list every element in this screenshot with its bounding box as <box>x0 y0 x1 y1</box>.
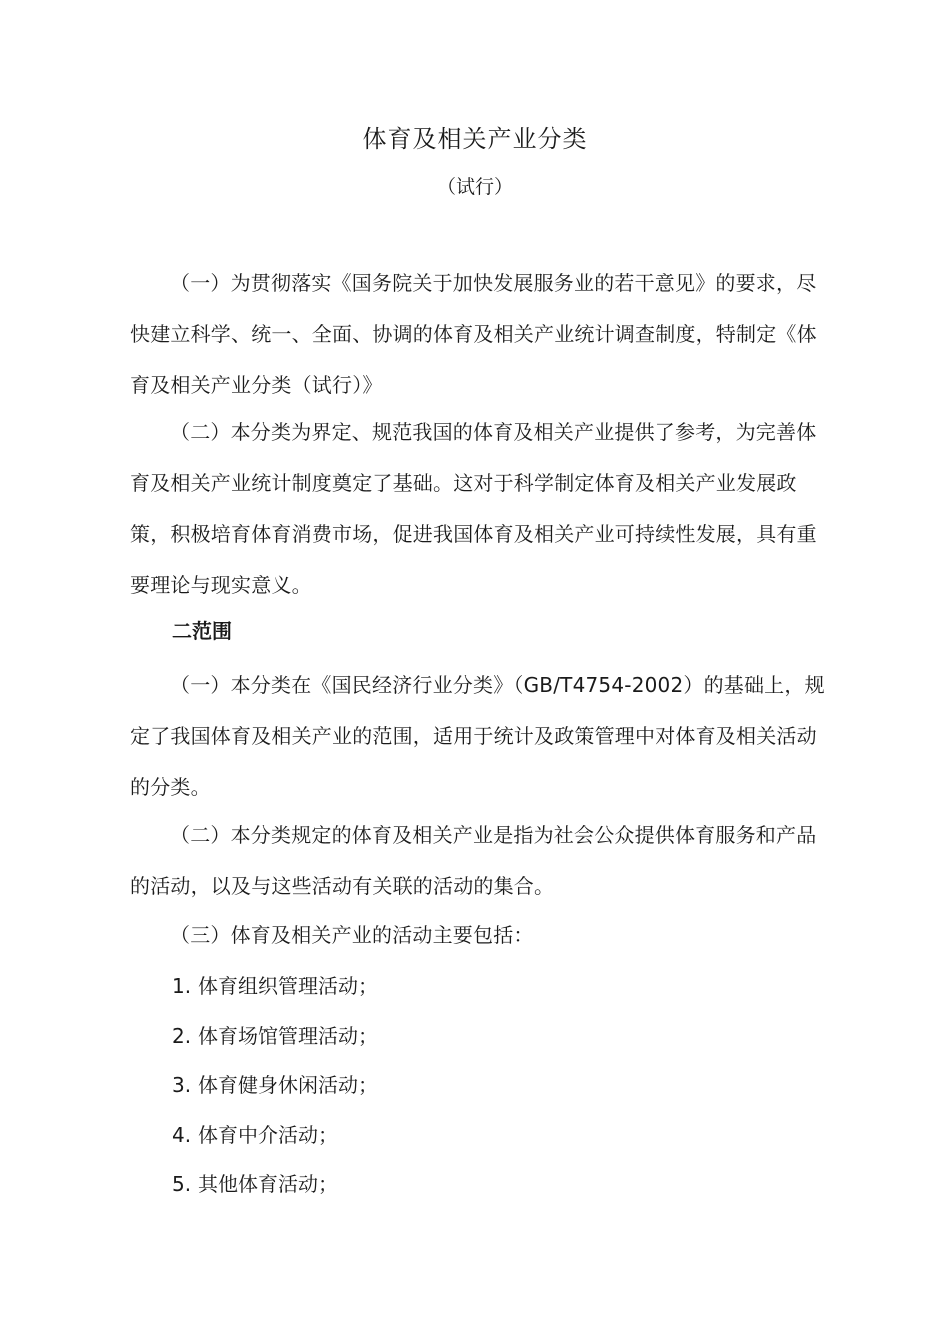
activity-list <box>172 962 378 1210</box>
list-item-text: 体育组织管理活动； <box>198 974 378 998</box>
list-item <box>172 1160 378 1210</box>
intro-paragraph-2: （二）本分类为界定、规范我国的体育及相关产业提供了参考，为完善体育及相关产业统计制度奠定了基础。这对于科学制定体育及相关产业发展政策，积极培育体育消费市场，促进我国体育及相关产业可持续性发展，具有重要理论与现实意义。 <box>130 420 817 597</box>
list-item <box>172 1111 378 1161</box>
document-title: 体育及相关产业分类 <box>362 125 588 153</box>
list-item-text: 体育中介活动； <box>198 1122 338 1147</box>
section-heading-scope: 二范围 <box>172 619 232 643</box>
list-item-number: 3. <box>172 1073 192 1097</box>
intro-paragraph-1: （一）为贯彻落实《国务院关于加快发展服务业的若干意见》的要求，尽快建立科学、统一、全面、协调的体育及相关产业统计调查制度，特制定《体育及相关产业分类（试行）》 <box>130 271 817 397</box>
list-item-number: 1. <box>172 974 192 998</box>
scope-paragraph-2: （二）本分类规定的体育及相关产业是指为社会公众提供体育服务和产品的活动，以及与这些活动有关联的活动的集合。 <box>130 823 817 898</box>
list-item <box>172 1061 378 1111</box>
list-item-text: 体育场馆管理活动； <box>198 1023 378 1048</box>
list-item-text: 体育健身休闲活动； <box>198 1073 378 1097</box>
scope-paragraph-1: （一）本分类在《国民经济行业分类》（GB/T4754-2002）的基础上，规定了我国体育及相关产业的范围，适用于统计及政策管理中对体育及相关活动的分类。 <box>130 673 825 799</box>
list-item-text: 其他体育活动； <box>198 1172 338 1196</box>
scope-paragraph-3: （三）体育及相关产业的活动主要包括： <box>170 923 534 947</box>
list-item-number: 4. <box>172 1122 192 1147</box>
list-item-number: 2. <box>172 1023 192 1048</box>
document-subtitle: （试行） <box>436 176 513 198</box>
list-item-number: 5. <box>172 1172 192 1196</box>
list-item <box>172 962 378 1012</box>
list-item <box>172 1012 378 1062</box>
